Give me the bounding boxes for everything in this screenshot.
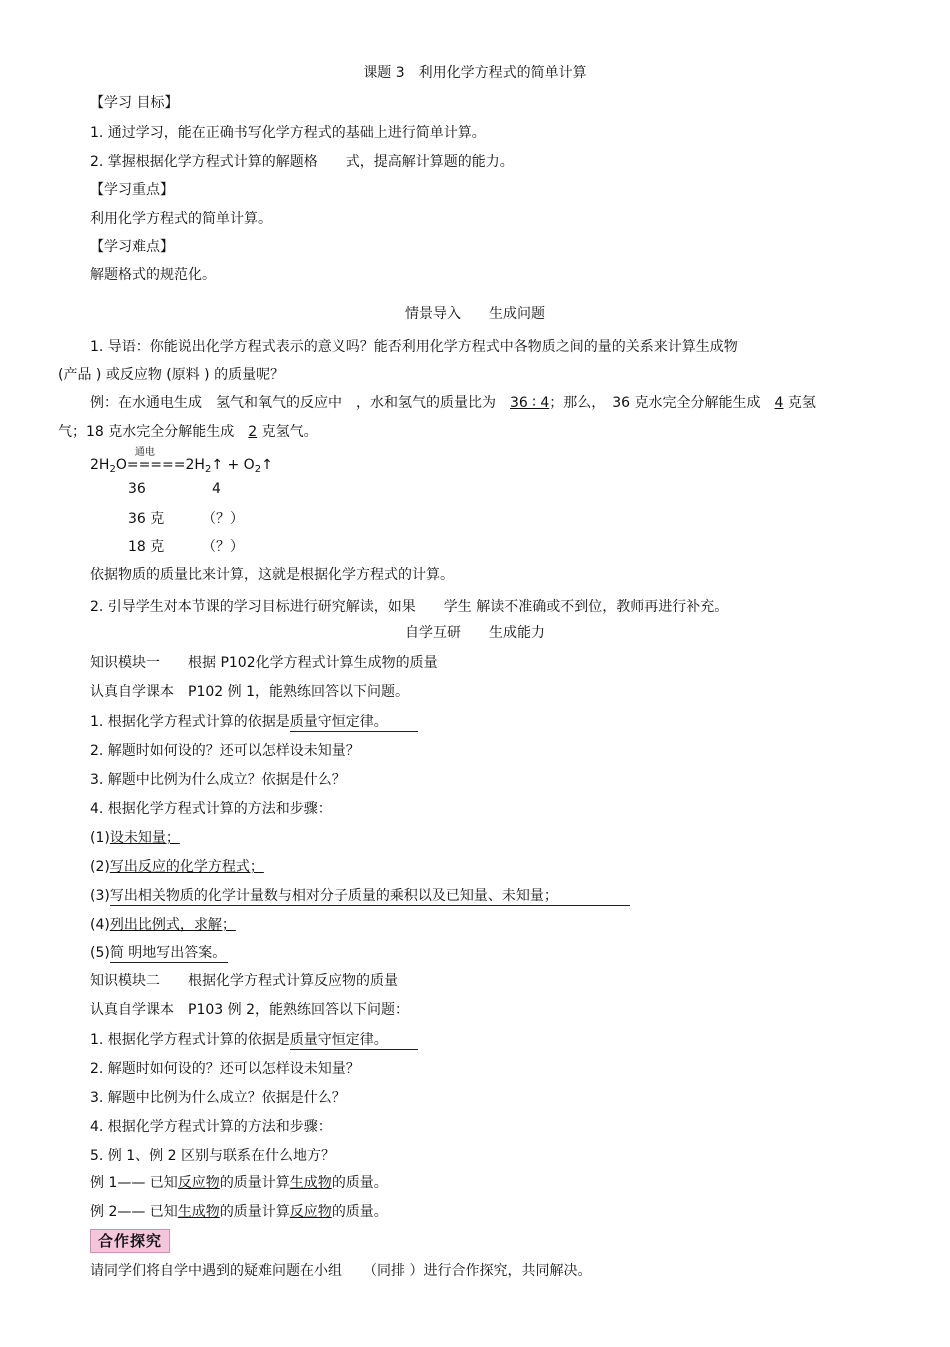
question-text: 1. 根据化学方程式计算的依据是 — [90, 1032, 290, 1048]
mass-row-1-hydrogen: 4 — [212, 481, 221, 497]
cooperative-inquiry-badge: 合作探究 — [90, 1229, 170, 1253]
mass-row-2-water: 36 克 — [128, 511, 165, 527]
mass-row-3-hydrogen: （？） — [202, 539, 244, 555]
module-2-title: 知识模块二 根据化学方程式计算反应物的质量 — [90, 973, 398, 989]
eq-sub-3: 2 — [254, 464, 262, 475]
question-answer: 质量守恒定律。 — [290, 713, 418, 732]
example-1-note — [90, 1174, 388, 1192]
note-text: 的质量。 — [331, 1204, 388, 1220]
step-3 — [90, 887, 630, 906]
note-text: 例 1—— 已知 — [90, 1175, 178, 1191]
module-2-question-3: 3. 解题中比例为什么成立？依据是什么？ — [90, 1090, 346, 1106]
module-2-question-5: 5. 例 1、例 2 区别与联系在什么地方？ — [90, 1148, 335, 1164]
step-text: 设未知量； — [109, 830, 180, 846]
example-line-1 — [90, 394, 816, 412]
step-text: 写出反应的化学方程式； — [109, 859, 264, 875]
step-text: 列出比例式，求解； — [109, 917, 236, 933]
question-answer: 质量守恒定律。 — [290, 1031, 418, 1050]
example2-text-b: 克氢气。 — [257, 424, 318, 440]
module-1-question-3: 3. 解题中比例为什么成立？依据是什么？ — [90, 772, 346, 788]
note-keyword: 反应物 — [289, 1204, 332, 1220]
example-text-a: 例：在水通电生成 氢气和氧气的反应中 ，水和氢气的质量比为 — [90, 395, 510, 411]
eq-product-1: 2H — [185, 457, 205, 473]
eq-sub-2: 2 — [204, 464, 212, 475]
module-2-question-4: 4. 根据化学方程式计算的方法和步骤： — [90, 1119, 332, 1135]
hydrogen-answer-4: 4 — [774, 395, 784, 411]
module-1-question-2: 2. 解题时如何设的？还可以怎样设未知量？ — [90, 743, 360, 759]
note-keyword: 生成物 — [177, 1204, 220, 1220]
intro-paragraph-line-1: 1. 导语：你能说出化学方程式表示的意义吗？能否利用化学方程式中各物质之间的量的关系来计算生成物 — [90, 339, 738, 355]
mass-row-3-water: 18 克 — [128, 539, 165, 555]
step-text: 简 明地写出答案。 — [109, 945, 227, 961]
note-text: 例 2—— 已知 — [90, 1204, 178, 1220]
intro-paragraph-2: 2. 引导学生对本节课的学习目标进行研究解读，如果 学生 解读不准确或不到位，教师再进行补充。 — [90, 599, 729, 615]
note-keyword: 反应物 — [177, 1175, 220, 1191]
step-1 — [90, 829, 180, 847]
section-2-title: 自学互研 生成能力 — [405, 625, 545, 641]
eq-arrow: ===== — [126, 457, 186, 473]
page-title: 课题 3 利用化学方程式的简单计算 — [363, 65, 587, 81]
note-text: 的质量计算 — [219, 1175, 290, 1191]
difficulty-heading: 【学习难点】 — [90, 239, 174, 255]
question-text: 1. 根据化学方程式计算的依据是 — [90, 714, 290, 730]
module-1-title: 知识模块一 根据 P102化学方程式计算生成物的质量 — [90, 655, 438, 671]
eq-reactant: 2H — [90, 457, 110, 473]
module-2-intro: 认真自学课本 P103 例 2，能熟练回答以下问题： — [90, 1002, 409, 1018]
example-text-c: 克氢 — [783, 395, 816, 411]
module-2-question-1 — [90, 1031, 418, 1050]
module-1-question-1 — [90, 713, 418, 732]
example-line-2 — [58, 423, 318, 441]
step-5 — [90, 944, 228, 963]
example-text-b: ；那么， 36 克水完全分解能生成 — [549, 395, 775, 411]
ratio-answer: 36 ∶ 4 — [510, 395, 550, 411]
step-number: (2) — [90, 859, 110, 875]
step-number: (1) — [90, 830, 110, 846]
step-4 — [90, 916, 236, 934]
chemical-equation — [90, 447, 273, 479]
example2-text-a: 气；18 克水完全分解能生成 — [58, 424, 249, 440]
goal-2: 2. 掌握根据化学方程式计算的解题格 式，提高解计算题的能力。 — [90, 154, 514, 170]
step-number: (3) — [90, 888, 110, 904]
module-2-question-2: 2. 解题时如何设的？还可以怎样设未知量？ — [90, 1061, 360, 1077]
step-2 — [90, 858, 264, 876]
module-1-intro: 认真自学课本 P102 例 1，能熟练回答以下问题。 — [90, 684, 409, 700]
note-text: 的质量计算 — [219, 1204, 290, 1220]
section-1-title: 情景导入 生成问题 — [405, 306, 545, 322]
basis-text: 依据物质的质量比来计算，这就是根据化学方程式的计算。 — [90, 567, 454, 583]
hydrogen-answer-2: 2 — [248, 424, 258, 440]
eq-product-2: + O — [223, 457, 255, 473]
module-1-question-4: 4. 根据化学方程式计算的方法和步骤： — [90, 801, 332, 817]
mass-row-2-hydrogen: （？） — [202, 511, 244, 527]
eq-sub: 2 — [109, 464, 116, 475]
difficulty-text: 解题格式的规范化。 — [90, 267, 216, 283]
step-number: (4) — [90, 917, 110, 933]
eq-condition: 通电 — [134, 447, 155, 458]
intro-paragraph-line-2: (产品 ) 或反应物 (原料 ) 的质量呢？ — [58, 367, 285, 383]
example-2-note — [90, 1203, 388, 1221]
note-text: 的质量。 — [331, 1175, 388, 1191]
key-text: 利用化学方程式的简单计算。 — [90, 211, 272, 227]
note-keyword: 生成物 — [289, 1175, 332, 1191]
mass-row-1-water: 36 — [128, 481, 146, 497]
goal-1: 1. 通过学习，能在正确书写化学方程式的基础上进行简单计算。 — [90, 125, 486, 141]
cooperative-instruction: 请同学们将自学中遇到的疑难问题在小组 （同排 ）进行合作探究，共同解决。 — [90, 1263, 592, 1279]
gas-arrow-icon: ↑ — [261, 457, 273, 473]
gas-arrow-icon: ↑ — [211, 457, 224, 473]
key-heading: 【学习重点】 — [90, 182, 174, 198]
step-number: (5) — [90, 945, 110, 961]
eq-oxygen: O — [115, 457, 127, 473]
goals-heading: 【学习 目标】 — [90, 95, 179, 111]
step-text: 写出相关物质的化学计量数与相对分子质量的乘积以及已知量、未知量； — [110, 887, 630, 906]
